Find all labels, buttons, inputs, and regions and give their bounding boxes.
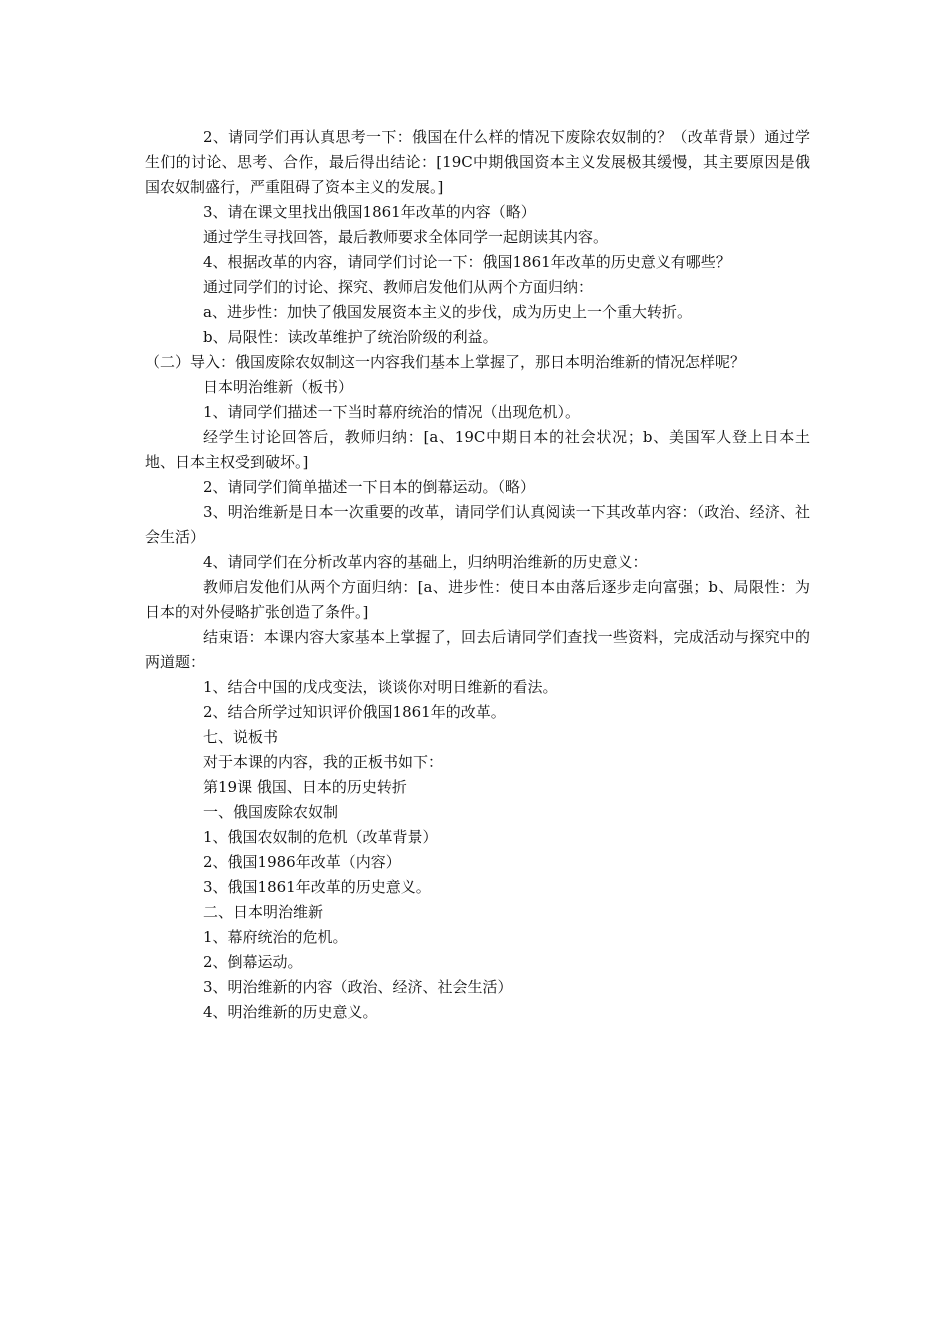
paragraph: a、进步性：加快了俄国发展资本主义的步伐，成为历史上一个重大转折。	[203, 303, 692, 321]
paragraph: 通过学生寻找回答，最后教师要求全体同学一起朗读其内容。	[203, 228, 609, 246]
paragraph: 4、请同学们在分析改革内容的基础上，归纳明治维新的历史意义：	[203, 553, 648, 571]
paragraph: 3、俄国1861年改革的历史意义。	[203, 878, 431, 896]
paragraph: b、局限性：读改革维护了统治阶级的利益。	[203, 328, 498, 346]
paragraph: 第19课 俄国、日本的历史转折	[203, 778, 407, 796]
paragraph: 4、根据改革的内容，请同学们讨论一下：俄国1861年改革的历史意义有哪些？	[203, 253, 731, 271]
paragraph: 3、明治维新的内容（政治、经济、社会生活）	[203, 978, 513, 996]
paragraph: 一、俄国废除农奴制	[203, 803, 339, 821]
paragraph: 1、结合中国的戊戌变法，谈谈你对明日维新的看法。	[203, 678, 558, 696]
paragraph: 2、倒幕运动。	[203, 953, 303, 971]
paragraph: 教师启发他们从两个方面归纳：[a、进步性：使日本由落后逐步走向富强；b、局限性：为日本的对外侵略扩张创造了条件。]	[145, 578, 810, 621]
paragraph: 对于本课的内容，我的正板书如下：	[203, 753, 444, 771]
paragraph: 1、请同学们描述一下当时幕府统治的情况（出现危机）。	[203, 403, 581, 421]
paragraph: 4、明治维新的历史意义。	[203, 1003, 378, 1021]
paragraph: （二）导入：俄国废除农奴制这一内容我们基本上掌握了，那日本明治维新的情况怎样呢？	[145, 353, 746, 371]
paragraph: 通过同学们的讨论、探究、教师启发他们从两个方面归纳：	[203, 278, 594, 296]
paragraph: 2、结合所学过知识评价俄国1861年的改革。	[203, 703, 506, 721]
paragraph: 二、日本明治维新	[203, 903, 324, 921]
paragraph: 结束语：本课内容大家基本上掌握了，回去后请同学们查找一些资料，完成活动与探究中的两道题：	[145, 628, 810, 671]
paragraph: 3、明治维新是日本一次重要的改革，请同学们认真阅读一下其改革内容：（政治、经济、社会生活）	[145, 503, 810, 546]
paragraph: 日本明治维新（板书）	[203, 378, 354, 396]
paragraph: 七、说板书	[203, 728, 279, 746]
paragraph: 1、幕府统治的危机。	[203, 928, 348, 946]
paragraph: 1、俄国农奴制的危机（改革背景）	[203, 828, 438, 846]
document-body	[145, 125, 810, 1025]
paragraph: 2、请同学们再认真思考一下：俄国在什么样的情况下废除农奴制的？（改革背景）通过学生们的讨论、思考、合作，最后得出结论：[19C中期俄国资本主义发展极其缓慢，其主要原因是俄国农奴制盛行，严重阻碍了资本主义的发展。]	[145, 128, 810, 196]
paragraph: 2、请同学们简单描述一下日本的倒幕运动。（略）	[203, 478, 536, 496]
paragraph: 经学生讨论回答后，教师归纳：[a、19C中期日本的社会状况；b、美国军人登上日本土地、日本主权受到破坏。]	[145, 428, 810, 471]
paragraph: 2、俄国1986年改革（内容）	[203, 853, 401, 871]
paragraph: 3、请在课文里找出俄国1861年改革的内容（略）	[203, 203, 536, 221]
